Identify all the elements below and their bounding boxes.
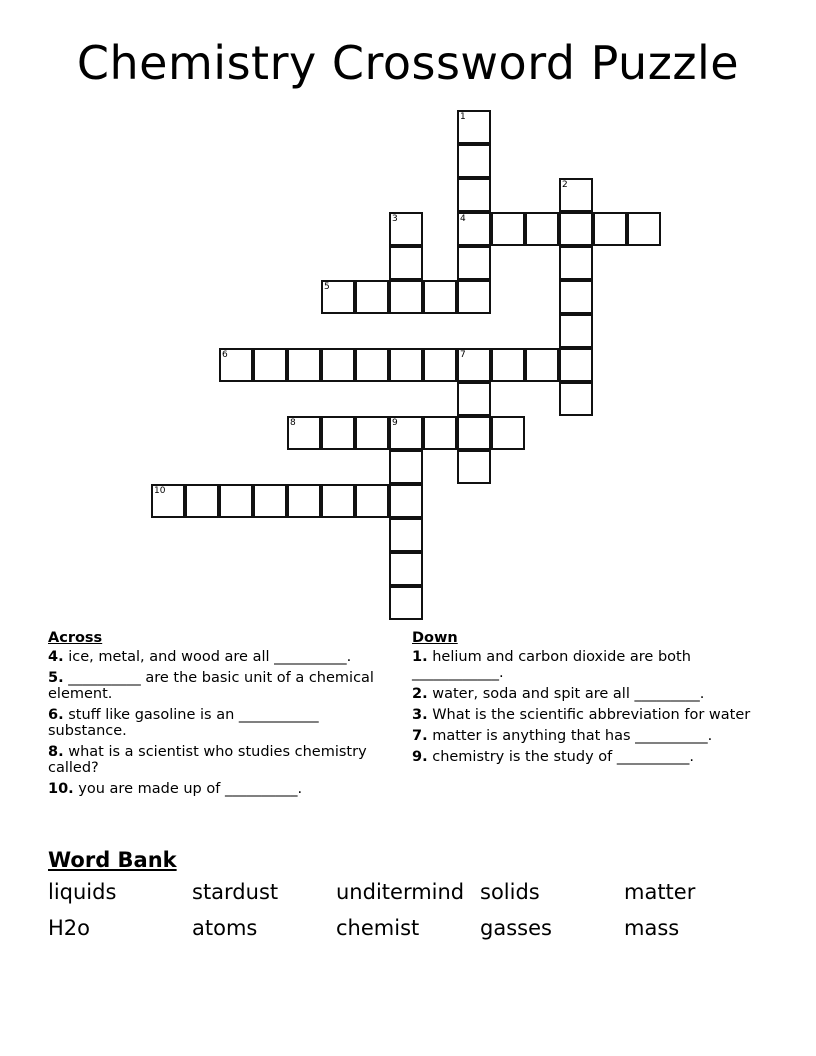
- crossword-cell[interactable]: [491, 416, 525, 450]
- crossword-cell[interactable]: [389, 484, 423, 518]
- word-bank-item: matter: [624, 880, 696, 904]
- down-heading: Down: [412, 630, 458, 646]
- clue-across-5: 5. __________ are the basic unit of a chemical element.: [48, 670, 374, 702]
- word-bank-item: mass: [624, 916, 680, 940]
- crossword-cell[interactable]: [355, 416, 389, 450]
- crossword-cell[interactable]: [321, 484, 355, 518]
- crossword-cell[interactable]: [457, 450, 491, 484]
- crossword-cell[interactable]: [457, 382, 491, 416]
- crossword-cell[interactable]: [491, 212, 525, 246]
- word-bank-item: atoms: [192, 916, 258, 940]
- crossword-cell[interactable]: [457, 348, 491, 382]
- clue-number: 9: [392, 418, 398, 428]
- clue-number: 7: [460, 350, 466, 360]
- crossword-cell[interactable]: [559, 178, 593, 212]
- crossword-cell[interactable]: [559, 314, 593, 348]
- clue-across-10: 10. you are made up of __________.: [48, 781, 303, 797]
- crossword-cell[interactable]: [151, 484, 185, 518]
- crossword-cell[interactable]: [287, 484, 321, 518]
- crossword-cell[interactable]: [457, 280, 491, 314]
- crossword-cell[interactable]: [389, 348, 423, 382]
- clue-number: 1: [460, 112, 466, 122]
- crossword-cell[interactable]: [321, 416, 355, 450]
- crossword-cell[interactable]: [559, 246, 593, 280]
- clue-down-9: 9. chemistry is the study of __________.: [412, 749, 694, 765]
- crossword-cell[interactable]: [389, 552, 423, 586]
- clue-number: 2: [562, 180, 568, 190]
- word-bank-heading: Word Bank: [48, 848, 177, 872]
- clue-down-3: 3. What is the scientific abbreviation for water: [412, 707, 751, 723]
- crossword-cell[interactable]: [559, 212, 593, 246]
- page-title: Chemistry Crossword Puzzle: [76, 36, 740, 90]
- clue-number: 5: [324, 282, 330, 292]
- clue-number: 3: [392, 214, 398, 224]
- down-clues: [412, 630, 762, 770]
- crossword-cell[interactable]: [253, 348, 287, 382]
- crossword-cell[interactable]: [593, 212, 627, 246]
- clue-across-6: 6. stuff like gasoline is an ___________ substance.: [48, 707, 319, 739]
- crossword-cell[interactable]: [219, 348, 253, 382]
- crossword-cell[interactable]: [389, 586, 423, 620]
- word-bank-item: chemist: [336, 916, 420, 940]
- crossword-cell[interactable]: [423, 416, 457, 450]
- word-bank-item: solids: [480, 880, 540, 904]
- crossword-cell[interactable]: [287, 416, 321, 450]
- across-heading: Across: [48, 630, 103, 646]
- crossword-cell[interactable]: [423, 348, 457, 382]
- crossword-cell[interactable]: [355, 348, 389, 382]
- crossword-cell[interactable]: [559, 382, 593, 416]
- crossword-cell[interactable]: [457, 246, 491, 280]
- crossword-cell[interactable]: [457, 178, 491, 212]
- crossword-cell[interactable]: [525, 348, 559, 382]
- crossword-cell[interactable]: [321, 348, 355, 382]
- crossword-cell[interactable]: [389, 416, 423, 450]
- across-clues: [48, 630, 388, 802]
- crossword-cell[interactable]: [457, 110, 491, 144]
- crossword-cell[interactable]: [423, 280, 457, 314]
- word-bank-item: unditermind: [336, 880, 465, 904]
- crossword-cell[interactable]: [389, 212, 423, 246]
- crossword-cell[interactable]: [287, 348, 321, 382]
- crossword-cell[interactable]: [355, 280, 389, 314]
- word-bank: [48, 880, 768, 940]
- crossword-cell[interactable]: [491, 348, 525, 382]
- crossword-cell[interactable]: [627, 212, 661, 246]
- crossword-cell[interactable]: [219, 484, 253, 518]
- crossword-cell[interactable]: [389, 280, 423, 314]
- clue-across-8: 8. what is a scientist who studies chemistry called?: [48, 744, 367, 776]
- clue-down-7: 7. matter is anything that has __________.: [412, 728, 713, 744]
- crossword-cell[interactable]: [457, 144, 491, 178]
- clue-number: 10: [154, 486, 166, 496]
- word-bank-item: liquids: [48, 880, 117, 904]
- crossword-cell[interactable]: [457, 416, 491, 450]
- crossword-cell[interactable]: [457, 212, 491, 246]
- crossword-cell[interactable]: [321, 280, 355, 314]
- clue-number: 8: [290, 418, 296, 428]
- crossword-cell[interactable]: [525, 212, 559, 246]
- clue-down-1: 1. helium and carbon dioxide are both ____________.: [412, 649, 691, 681]
- clue-across-4: 4. ice, metal, and wood are all __________.: [48, 649, 352, 665]
- clue-down-2: 2. water, soda and spit are all _________.: [412, 686, 705, 702]
- word-bank-item: H2o: [48, 916, 90, 940]
- crossword-cell[interactable]: [389, 450, 423, 484]
- crossword-cell[interactable]: [389, 518, 423, 552]
- word-bank-item: stardust: [192, 880, 279, 904]
- word-bank-item: gasses: [480, 916, 552, 940]
- clue-number: 4: [460, 214, 466, 224]
- crossword-cell[interactable]: [253, 484, 287, 518]
- crossword-cell[interactable]: [389, 246, 423, 280]
- crossword-cell[interactable]: [185, 484, 219, 518]
- crossword-cell[interactable]: [559, 348, 593, 382]
- crossword-cell[interactable]: [355, 484, 389, 518]
- clue-number: 6: [222, 350, 228, 360]
- crossword-cell[interactable]: [559, 280, 593, 314]
